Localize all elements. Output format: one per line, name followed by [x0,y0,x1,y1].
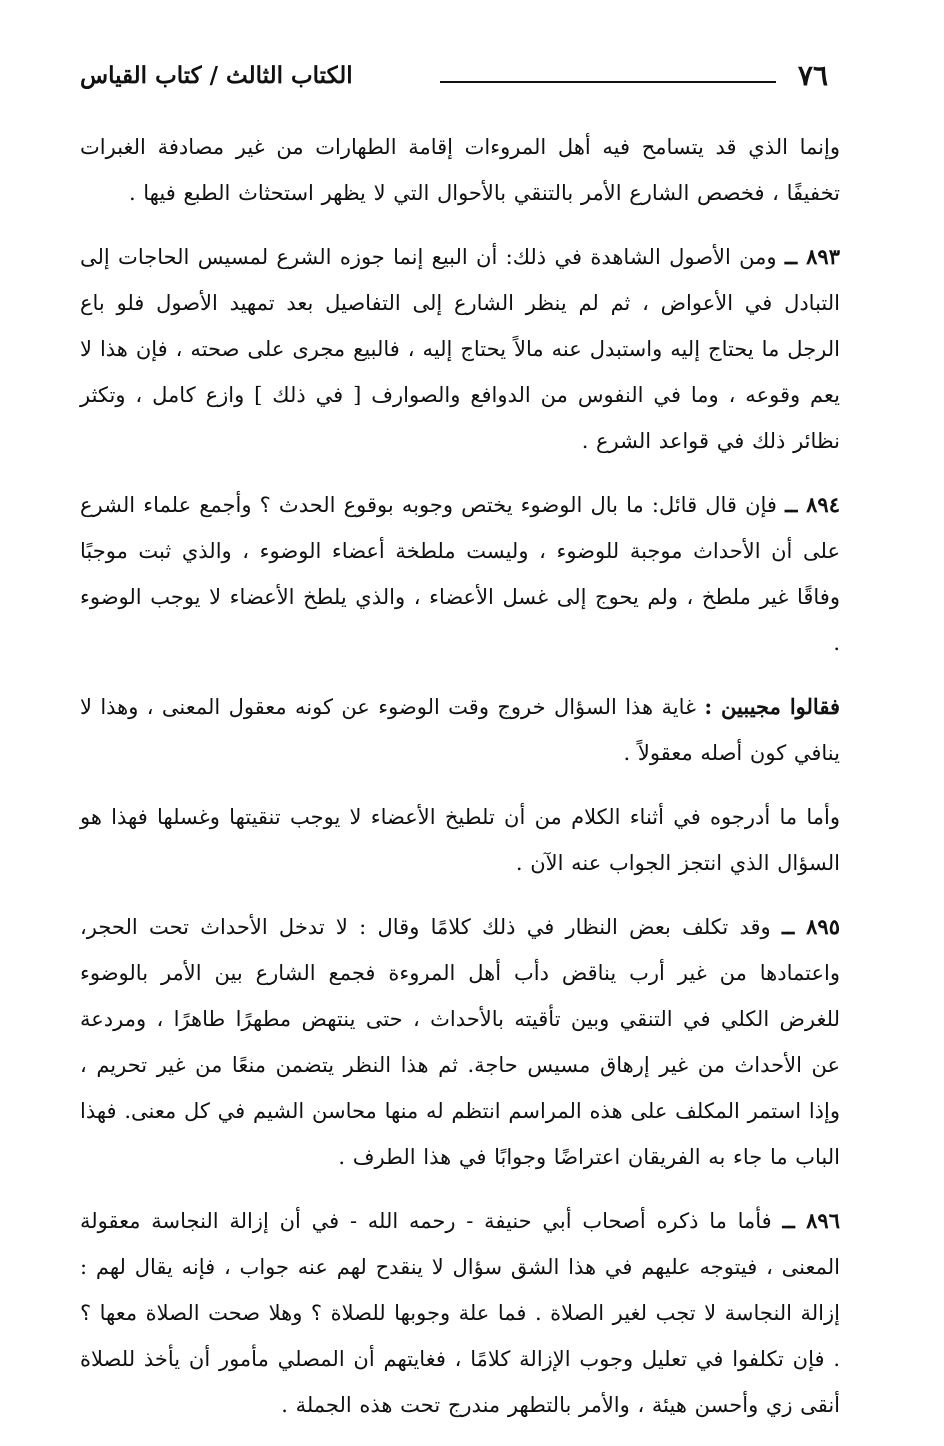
paragraph-text: وقد تكلف بعض النظار في ذلك كلامًا وقال : لا تدخل الأحداث تحت الحجر، واعتمادها من غير أرب يناقض دأب أهل المروءة فجمع الشارع بين الأمر بالوضوء للغرض الكلي في التنقي وبين تأقيته بالأحداث ، حتى ينتهض مطهرًا طاهرًا ، ومردعة عن الأحداث من غير إرهاق مسيس حاجة. ثم هذا النظر يتضمن منعًا من غير تحريم ، وإذا استمر المكلف على هذه المراسم انتظم له منها محاسن الشيم في كل معنى. فهذا الباب ما جاء به الفريقان اعتراضًا وجوابًا في هذا الطرف . [80,915,840,1169]
paragraph-lead-phrase: فقالوا مجيبين : [704,694,840,719]
paragraph-text: فإن قال قائل: ما بال الوضوء يختص وجوبه بوقوع الحدث ؟ وأجمع علماء الشرع على أن الأحداث موجبة للوضوء ، وليست ملطخة أعضاء الوضوء ، والذي ثبت موجبًا وفاقًا غير ملطخ ، ولم يحوج إلى غسل الأعضاء ، والذي يلطخ الأعضاء لا يوجب الوضوء . [80,493,840,655]
paragraph-894 [80,482,840,666]
paragraph-number: ٨٩٤ ــ [785,492,840,517]
body-text [80,124,840,1428]
book-page [80,59,840,1446]
page-number: ٧٦ [797,59,828,92]
paragraph-continuation [80,794,840,886]
paragraph-number: ٨٩٥ ــ [781,914,840,939]
paragraph-number: ٨٩٦ ــ [782,1208,840,1233]
paragraph-text: فأما ما ذكره أصحاب أبي حنيفة - رحمه الله - في أن إزالة النجاسة معقولة المعنى ، فيتوجه عليهم في هذا الشق سؤال لا ينقدح لهم عنه جواب ، فإنه يقال لهم : إزالة النجاسة لا تجب لغير الصلاة . فما علة وجوبها للصلاة ؟ وهلا صحت الصلاة معها ؟ . فإن تكلفوا في تعليل وجوب الإزالة كلامًا ، فغايتهم أن المصلي مأمور أن يأخذ للصلاة أنقى زي وأحسن هيئة ، والأمر بالتطهر مندرج تحت هذه الجملة . [80,1209,840,1417]
paragraph-893 [80,234,840,464]
header-rule [440,81,776,83]
paragraph-896 [80,1198,840,1428]
paragraph-reply [80,684,840,776]
running-title: الكتاب الثالث / كتاب القياس [80,62,353,89]
paragraph-text: غاية هذا السؤال خروج وقت الوضوء عن كونه معقول المعنى ، وهذا لا ينافي كون أصله معقولاً . [80,695,840,765]
page-header [80,59,840,100]
paragraph-number: ٨٩٣ ــ [784,244,840,269]
paragraph-text: وأما ما أدرجوه في أثناء الكلام من أن تلطيخ الأعضاء لا يوجب تنقيتها وغسلها فهذا هو السؤال الذي انتجز الجواب عنه الآن . [80,805,840,875]
paragraph-text: ومن الأصول الشاهدة في ذلك: أن البيع إنما جوزه الشرع لمسيس الحاجات إلى التبادل في الأعواض ، ثم لم ينظر الشارع إلى التفاصيل بعد تمهيد الأصول فلو باع الرجل ما يحتاج إليه واستبدل عنه مالاً يحتاج إليه ، فالبيع مجرى على صحته ، فإن هذا لا يعم وقوعه ، وما في النفوس من الدوافع والصوارف [ في ذلك ] وازع كامل ، وتكثر نظائر ذلك في قواعد الشرع . [80,245,840,453]
paragraph-intro [80,124,840,216]
paragraph-895 [80,904,840,1180]
paragraph-text: وإنما الذي قد يتسامح فيه أهل المروءات إقامة الطهارات من غير مصادفة الغبرات تخفيفًا ، فخصص الشارع الأمر بالتنقي بالأحوال التي لا يظهر استحثاث الطبع فيها . [80,135,840,205]
